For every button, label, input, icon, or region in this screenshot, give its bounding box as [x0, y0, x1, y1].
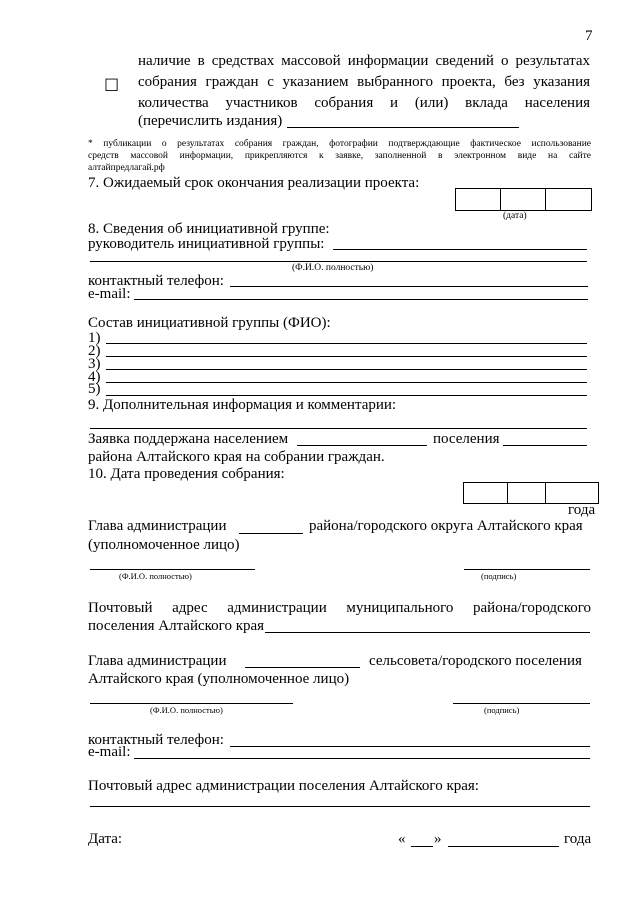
population-count-field[interactable]: [297, 445, 427, 446]
date-box-divider: [545, 188, 546, 210]
section-7-label: 7. Ожидаемый срок окончания реализации проекта:: [88, 175, 420, 191]
date-caption: (дата): [503, 211, 527, 221]
month-field[interactable]: [448, 846, 559, 847]
phone-field[interactable]: [230, 286, 588, 287]
member-field-1[interactable]: [106, 343, 587, 344]
village-head-fio-field[interactable]: [90, 703, 293, 704]
open-quote: «: [398, 831, 406, 847]
end-date-boxes[interactable]: [455, 188, 592, 211]
district-head-signature-field[interactable]: [464, 569, 590, 570]
media-item-line-3: количества участников собрания и (или) вклада населения: [138, 95, 590, 111]
village-head-fio-caption: (Ф.И.О. полностью): [150, 705, 223, 715]
email-label: e-mail:: [88, 286, 131, 302]
email-field-2[interactable]: [134, 758, 590, 759]
footnote-line-3: алтайпредлагай.рф: [88, 163, 165, 173]
leader-caption: (Ф.И.О. полностью): [292, 263, 374, 273]
member-field-3[interactable]: [106, 369, 587, 370]
meeting-date-boxes[interactable]: [463, 482, 599, 504]
leader-field-1[interactable]: [333, 249, 587, 250]
section-8-title: 8. Сведения об инициативной группе:: [88, 221, 330, 237]
member-number-5: 5): [88, 381, 101, 397]
email-label-2: e-mail:: [88, 744, 131, 760]
media-item-line-2: собрания граждан с указанием выбранного проекта, без указания: [138, 74, 590, 90]
phone-field-2[interactable]: [230, 746, 590, 747]
settlement-address-label: Почтовый адрес администрации поселения Алтайского края:: [88, 778, 479, 794]
additional-info-field[interactable]: [90, 428, 587, 429]
member-number-4: 4): [88, 369, 101, 385]
district-address-field[interactable]: [265, 632, 590, 633]
member-field-5[interactable]: [106, 395, 587, 396]
email-field[interactable]: [134, 299, 588, 300]
district-head-signature-caption: (подпись): [481, 571, 517, 581]
district-address-line-1: Почтовый адрес администрации муниципального района/городского: [88, 600, 591, 616]
phone-label-2: контактный телефон:: [88, 732, 224, 748]
section-9-label: 9. Дополнительная информация и комментарии:: [88, 397, 397, 413]
village-head-line-2: Алтайского края (уполномоченное лицо): [88, 671, 350, 687]
support-label: Заявка поддержана населением: [88, 431, 289, 447]
village-name-field[interactable]: [245, 667, 360, 668]
settlement-name-field[interactable]: [503, 445, 587, 446]
member-number-2: 2): [88, 343, 101, 359]
footnote-line-1: * публикации о результатах собрания граждан, фотографии подтверждающие фактическое использование: [88, 139, 591, 149]
settlement-word: поселения: [433, 431, 500, 447]
village-head-suffix: сельсовета/городского поселения: [369, 653, 582, 669]
village-head-signature-caption: (подпись): [484, 705, 520, 715]
media-checkbox[interactable]: ☐: [104, 76, 120, 96]
date-box-divider: [545, 482, 546, 503]
close-quote: »: [434, 831, 442, 847]
page-number: 7: [585, 28, 593, 44]
date-label: Дата:: [88, 831, 123, 847]
leader-label: руководитель инициативной группы:: [88, 236, 325, 252]
district-head-fio-caption: (Ф.И.О. полностью): [119, 571, 192, 581]
members-title: Состав инициативной группы (ФИО):: [88, 315, 331, 331]
district-name-field[interactable]: [239, 533, 303, 534]
leader-field-2[interactable]: [90, 261, 587, 262]
member-number-1: 1): [88, 330, 101, 346]
footnote-line-2: средств массовой информации, прикрепляются к заявке, заполненной в электронном виде на сайте: [88, 151, 591, 161]
district-head-fio-field[interactable]: [90, 569, 255, 570]
member-field-2[interactable]: [106, 356, 587, 357]
meeting-year-label: года: [568, 502, 596, 518]
media-item-line-1: наличие в средствах массовой информации сведений о результатах: [138, 53, 590, 69]
date-box-divider: [500, 188, 501, 210]
media-item-line-4: (перечислить издания): [138, 113, 283, 129]
day-field[interactable]: [411, 846, 433, 847]
member-number-3: 3): [88, 356, 101, 372]
media-list-field[interactable]: [287, 127, 519, 128]
support-line-2: района Алтайского края на собрании граждан.: [88, 449, 385, 465]
date-year-label: года: [564, 831, 592, 847]
district-head-suffix: района/городского округа Алтайского края: [309, 518, 583, 534]
village-head-label: Глава администрации: [88, 653, 227, 669]
district-address-line-2: поселения Алтайского края: [88, 618, 265, 634]
section-10-label: 10. Дата проведения собрания:: [88, 466, 285, 482]
settlement-address-field[interactable]: [90, 806, 590, 807]
district-head-line-2: (уполномоченное лицо): [88, 537, 240, 553]
date-box-divider: [507, 482, 508, 503]
phone-label: контактный телефон:: [88, 273, 224, 289]
village-head-signature-field[interactable]: [453, 703, 590, 704]
member-field-4[interactable]: [106, 382, 587, 383]
district-head-label: Глава администрации: [88, 518, 227, 534]
